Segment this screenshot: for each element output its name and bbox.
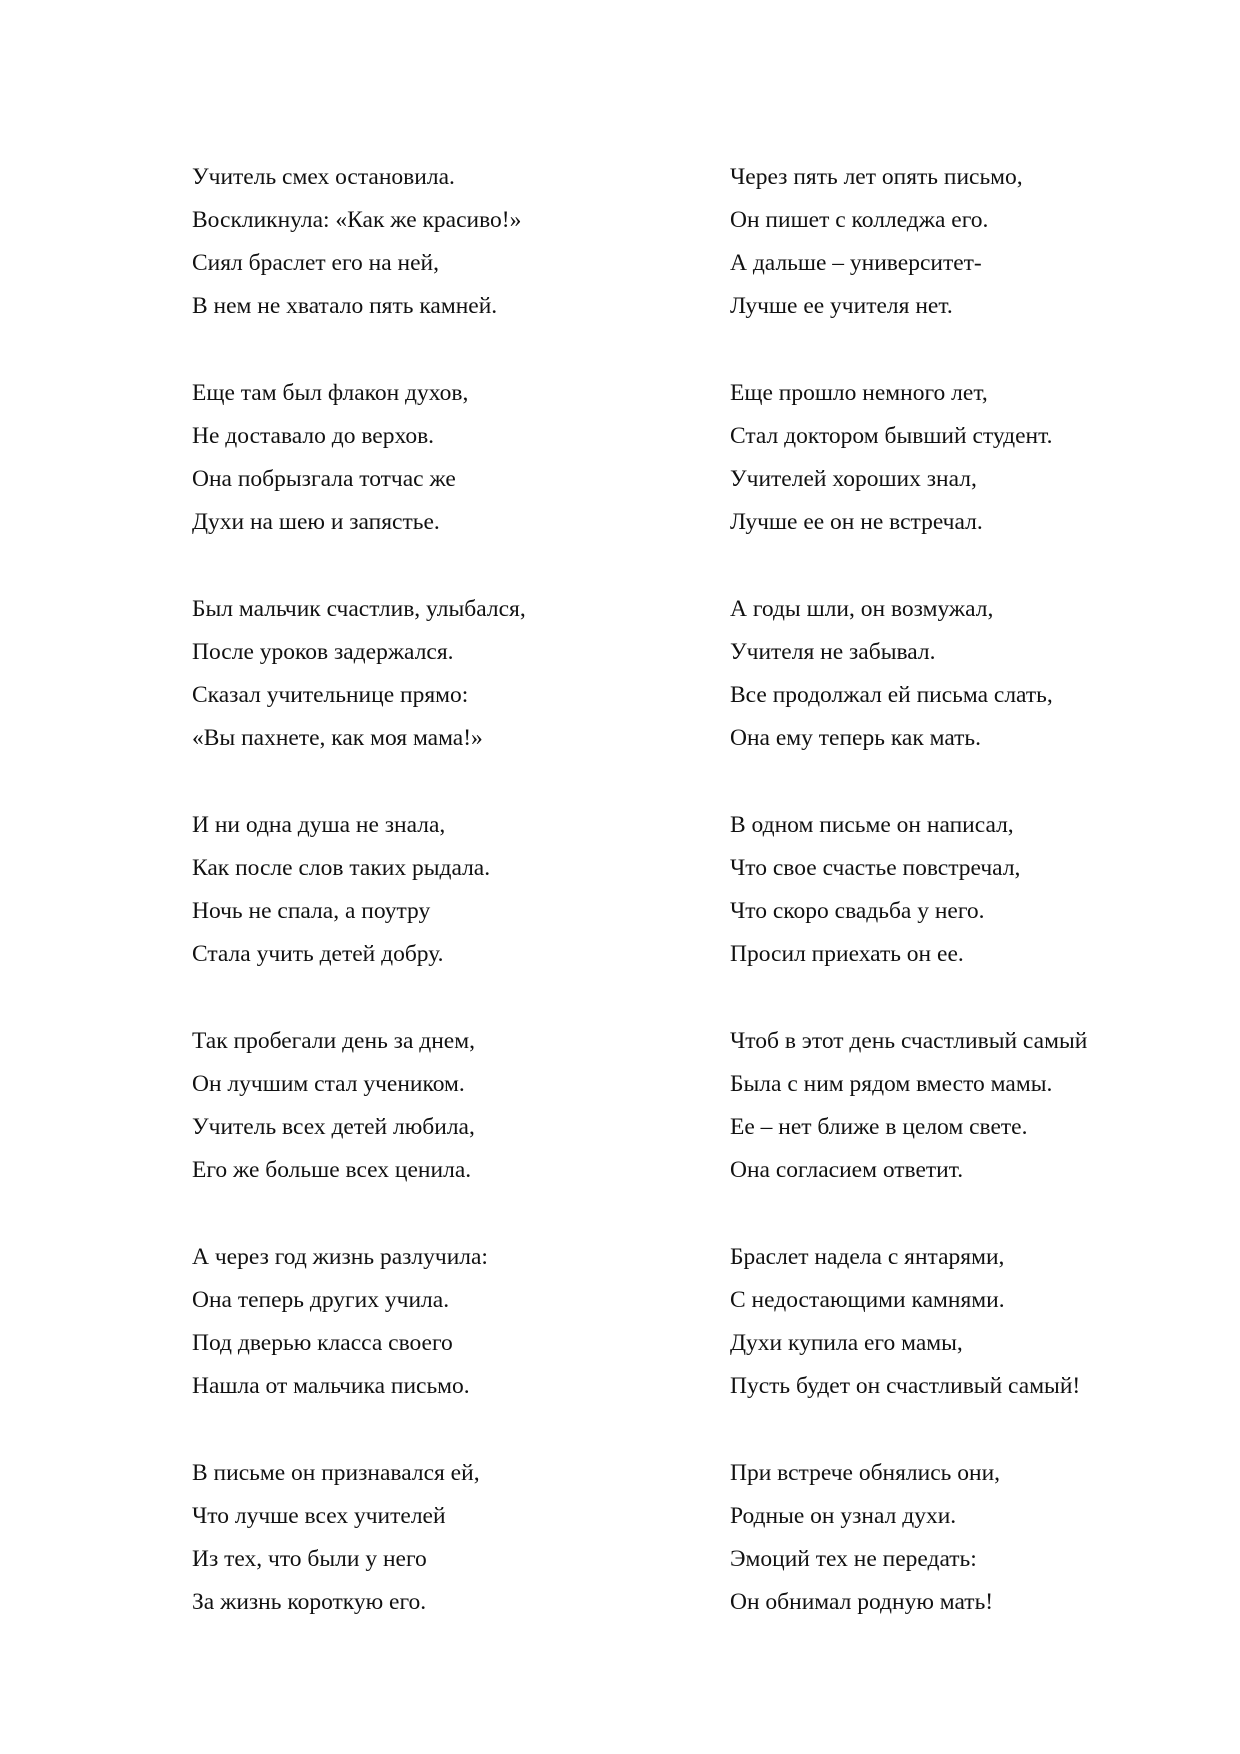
- poem-line: За жизнь короткую его.: [192, 1589, 427, 1615]
- poem-line: А годы шли, он возмужал,: [730, 596, 994, 622]
- stanza: [730, 372, 1210, 588]
- poem-line: Он лучшим стал учеником.: [192, 1071, 465, 1097]
- poem-line: Лучше ее учителя нет.: [730, 293, 953, 319]
- poem-line: Через пять лет опять письмо,: [730, 164, 1023, 190]
- stanza: [730, 156, 1210, 372]
- poem-line: В письме он признавался ей,: [192, 1460, 480, 1486]
- poem-line: Браслет надела с янтарями,: [730, 1244, 1005, 1270]
- poem-line: Учитель смех остановила.: [192, 164, 455, 190]
- poem-line: Сиял браслет его на ней,: [192, 250, 439, 276]
- stanza: [192, 588, 752, 804]
- stanza: [730, 1452, 1210, 1668]
- poem-line: Что скоро свадьба у него.: [730, 898, 985, 924]
- poem-line: Так пробегали день за днем,: [192, 1028, 475, 1054]
- poem-line: В нем не хватало пять камней.: [192, 293, 498, 319]
- poem-line: Духи на шею и запястье.: [192, 509, 440, 535]
- poem-line: Стала учить детей добру.: [192, 941, 444, 967]
- stanza: [192, 804, 752, 1020]
- poem-line: Еще прошло немного лет,: [730, 380, 988, 406]
- poem-line: В одном письме он написал,: [730, 812, 1014, 838]
- poem-line: Не доставало до верхов.: [192, 423, 435, 449]
- poem-line: Учителей хороших знал,: [730, 466, 977, 492]
- poem-line: С недостающими камнями.: [730, 1287, 1005, 1313]
- poem-line: При встрече обнялись они,: [730, 1460, 1001, 1486]
- poem-line: «Вы пахнете, как моя мама!»: [192, 725, 483, 751]
- poem-line: Родные он узнал духи.: [730, 1503, 957, 1529]
- poem-line: Эмоций тех не передать:: [730, 1546, 977, 1572]
- stanza: [730, 1236, 1210, 1452]
- stanza: [192, 1452, 752, 1668]
- poem-line: После уроков задержался.: [192, 639, 454, 665]
- poem-line: Была с ним рядом вместо мамы.: [730, 1071, 1053, 1097]
- poem-line: Что свое счастье повстречал,: [730, 855, 1021, 881]
- poem-line: Из тех, что были у него: [192, 1546, 427, 1572]
- stanza: [192, 372, 752, 588]
- poem-line: Еще там был флакон духов,: [192, 380, 469, 406]
- stanza: [192, 1020, 752, 1236]
- poem-line: Стал доктором бывший студент.: [730, 423, 1053, 449]
- poem-line: Пусть будет он счастливый самый!: [730, 1373, 1081, 1399]
- poem-line: Как после слов таких рыдала.: [192, 855, 491, 881]
- stanza: [192, 156, 752, 372]
- stanza: [192, 1236, 752, 1452]
- stanza: [730, 588, 1210, 804]
- stanza: [730, 804, 1210, 1020]
- poem-line: Нашла от мальчика письмо.: [192, 1373, 470, 1399]
- poem-line: Ночь не спала, а поутру: [192, 898, 431, 924]
- poem-line: Учителя не забывал.: [730, 639, 936, 665]
- poem-line: Был мальчик счастлив, улыбался,: [192, 596, 526, 622]
- poem-left-column: [192, 156, 752, 1668]
- poem-line: Она теперь других учила.: [192, 1287, 450, 1313]
- poem-line: Он пишет с колледжа его.: [730, 207, 989, 233]
- poem-line: Все продолжал ей письма слать,: [730, 682, 1053, 708]
- poem-line: А через год жизнь разлучила:: [192, 1244, 488, 1270]
- poem-line: Она согласием ответит.: [730, 1157, 964, 1183]
- poem-right-column: [730, 156, 1210, 1668]
- poem-line: А дальше – университет-: [730, 250, 982, 276]
- poem-line: Его же больше всех ценила.: [192, 1157, 472, 1183]
- poem-line: Ее – нет ближе в целом свете.: [730, 1114, 1028, 1140]
- poem-line: Под дверью класса своего: [192, 1330, 453, 1356]
- poem-line: Чтоб в этот день счастливый самый: [730, 1028, 1088, 1054]
- poem-line: Лучше ее он не встречал.: [730, 509, 983, 535]
- poem-line: Учитель всех детей любила,: [192, 1114, 475, 1140]
- poem-line: Просил приехать он ее.: [730, 941, 964, 967]
- poem-line: Сказал учительнице прямо:: [192, 682, 469, 708]
- poem-line: Воскликнула: «Как же красиво!»: [192, 207, 522, 233]
- poem-line: Духи купила его мамы,: [730, 1330, 963, 1356]
- poem-line: Он обнимал родную мать!: [730, 1589, 994, 1615]
- poem-line: И ни одна душа не знала,: [192, 812, 446, 838]
- poem-line: Что лучше всех учителей: [192, 1503, 446, 1529]
- poem-line: Она побрызгала тотчас же: [192, 466, 456, 492]
- stanza: [730, 1020, 1210, 1236]
- poem-line: Она ему теперь как мать.: [730, 725, 982, 751]
